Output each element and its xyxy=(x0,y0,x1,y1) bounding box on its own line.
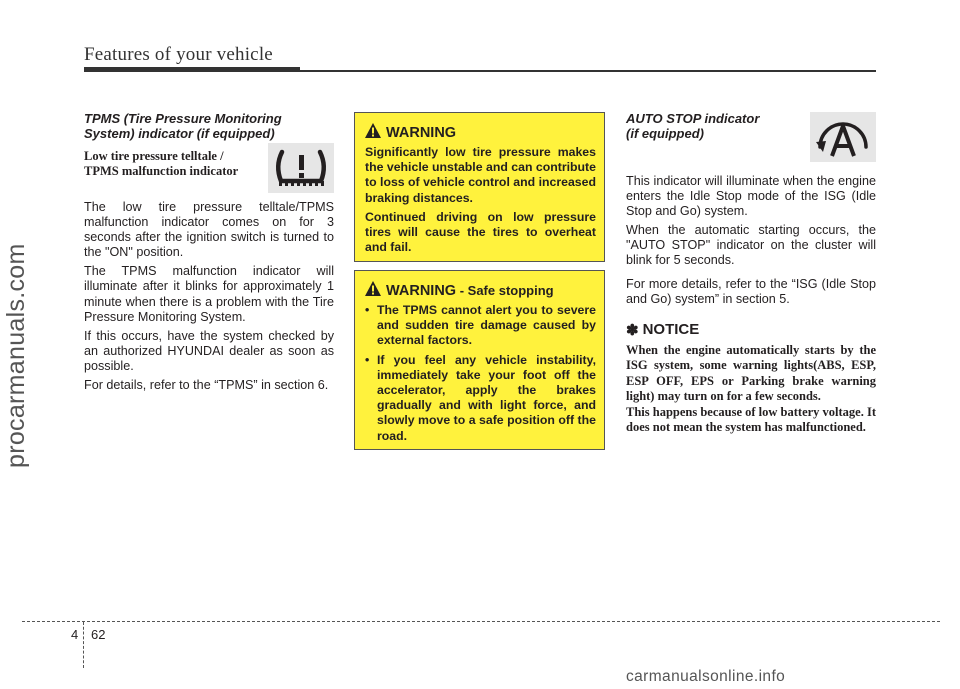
auto-stop-paragraph-2: When the automatic starting occurs, the "AUTO STOP" indicator on the cluster will blink for 5 seconds. xyxy=(626,223,876,268)
warning-box-safe-stopping xyxy=(354,270,605,450)
tpms-title xyxy=(84,111,334,141)
notice-heading-row xyxy=(626,321,876,339)
warning2-bullet xyxy=(365,353,596,444)
warning1-paragraph-1: Significantly low tire pressure makes the vehicle unstable and can contribute to loss of vehicle control and increased braking distances. xyxy=(365,145,596,205)
header-rule-thick xyxy=(84,67,300,72)
notice-asterisk-icon: ✽ xyxy=(626,321,639,339)
tpms-paragraph-2: The TPMS malfunction indicator will illuminate after it blinks for approximately 1 minute when there is a problem with the Tire Pressure Monitoring System. xyxy=(84,264,334,324)
footer-divider xyxy=(83,622,84,668)
notice-paragraph-1: When the engine automatically starts by the ISG system, some warning lights(ABS, ESP, ESP OFF, EPS or Parking brake warning light) may turn on for a few seconds. xyxy=(626,342,876,404)
auto-stop-title-line2: (if equipped) xyxy=(626,126,704,141)
warning-heading: WARNING xyxy=(386,125,457,141)
notice-heading: NOTICE xyxy=(642,321,700,339)
warning2-bullet-text: The TPMS cannot alert you to severe and sudden tire damage caused by external factors. xyxy=(377,303,596,348)
tpms-subtitle-line2: TPMS malfunction indicator xyxy=(84,164,239,178)
tpms-paragraph-3: If this occurs, have the system checked by an authorized HYUNDAI dealer as soon as possible. xyxy=(84,328,334,373)
warning-heading: WARNING xyxy=(386,283,457,299)
watermark-left: procarmanuals.com xyxy=(2,243,30,468)
auto-stop-title xyxy=(626,111,876,141)
tpms-title-line2: System) indicator (if equipped) xyxy=(84,126,275,141)
warning-triangle-icon xyxy=(365,123,381,143)
header-rule-thin xyxy=(300,70,876,72)
footer-rule xyxy=(22,621,940,622)
auto-stop-title-line1: AUTO STOP indicator xyxy=(626,111,760,126)
bullet-dot: • xyxy=(365,303,370,317)
page-number: 62 xyxy=(91,627,106,642)
auto-stop-section xyxy=(626,111,876,436)
tpms-paragraph-4: For details, refer to the “TPMS” in section 6. xyxy=(84,378,329,393)
auto-stop-paragraph-1: This indicator will illuminate when the engine enters the Idle Stop mode of the ISG (Idle Stop and Go) system. xyxy=(626,174,876,219)
warning1-paragraph-2: Continued driving on low pressure tires will cause the tires to overheat and fail. xyxy=(365,209,596,255)
warning-heading-row xyxy=(365,281,596,301)
page-header-title: Features of your vehicle xyxy=(84,44,273,65)
warning-heading-sub: - Safe stopping xyxy=(456,283,554,298)
auto-stop-paragraph-3: For more details, refer to the “ISG (Idle Stop and Go) system” in section 5. xyxy=(626,276,876,306)
notice-paragraph-2: This happens because of low battery voltage. It does not mean the system has malfunctioned. xyxy=(626,404,877,435)
warning-box-tire-pressure xyxy=(354,112,605,262)
bullet-dot: • xyxy=(365,352,370,367)
warning2-bullet xyxy=(365,303,596,349)
tpms-title-line1: TPMS (Tire Pressure Monitoring xyxy=(84,111,282,126)
tpms-warning-icon xyxy=(268,143,334,193)
warning-heading-row xyxy=(365,123,596,143)
tpms-paragraph-1: The low tire pressure telltale/TPMS malfunction indicator comes on for 3 seconds after the ignition switch is turned to the "ON" position. xyxy=(84,200,334,260)
watermark-bottom: carmanualsonline.info xyxy=(626,668,786,685)
warning-triangle-icon xyxy=(365,281,381,301)
tpms-subtitle-line1: Low tire pressure telltale / xyxy=(84,149,224,163)
page-chapter-number: 4 xyxy=(71,627,79,642)
warning2-bullet-text: If you feel any vehicle instability, immediately take your foot off the accelerator, apply the brakes gradually and with light force, and slowly move to a safe position off the road. xyxy=(377,352,596,443)
